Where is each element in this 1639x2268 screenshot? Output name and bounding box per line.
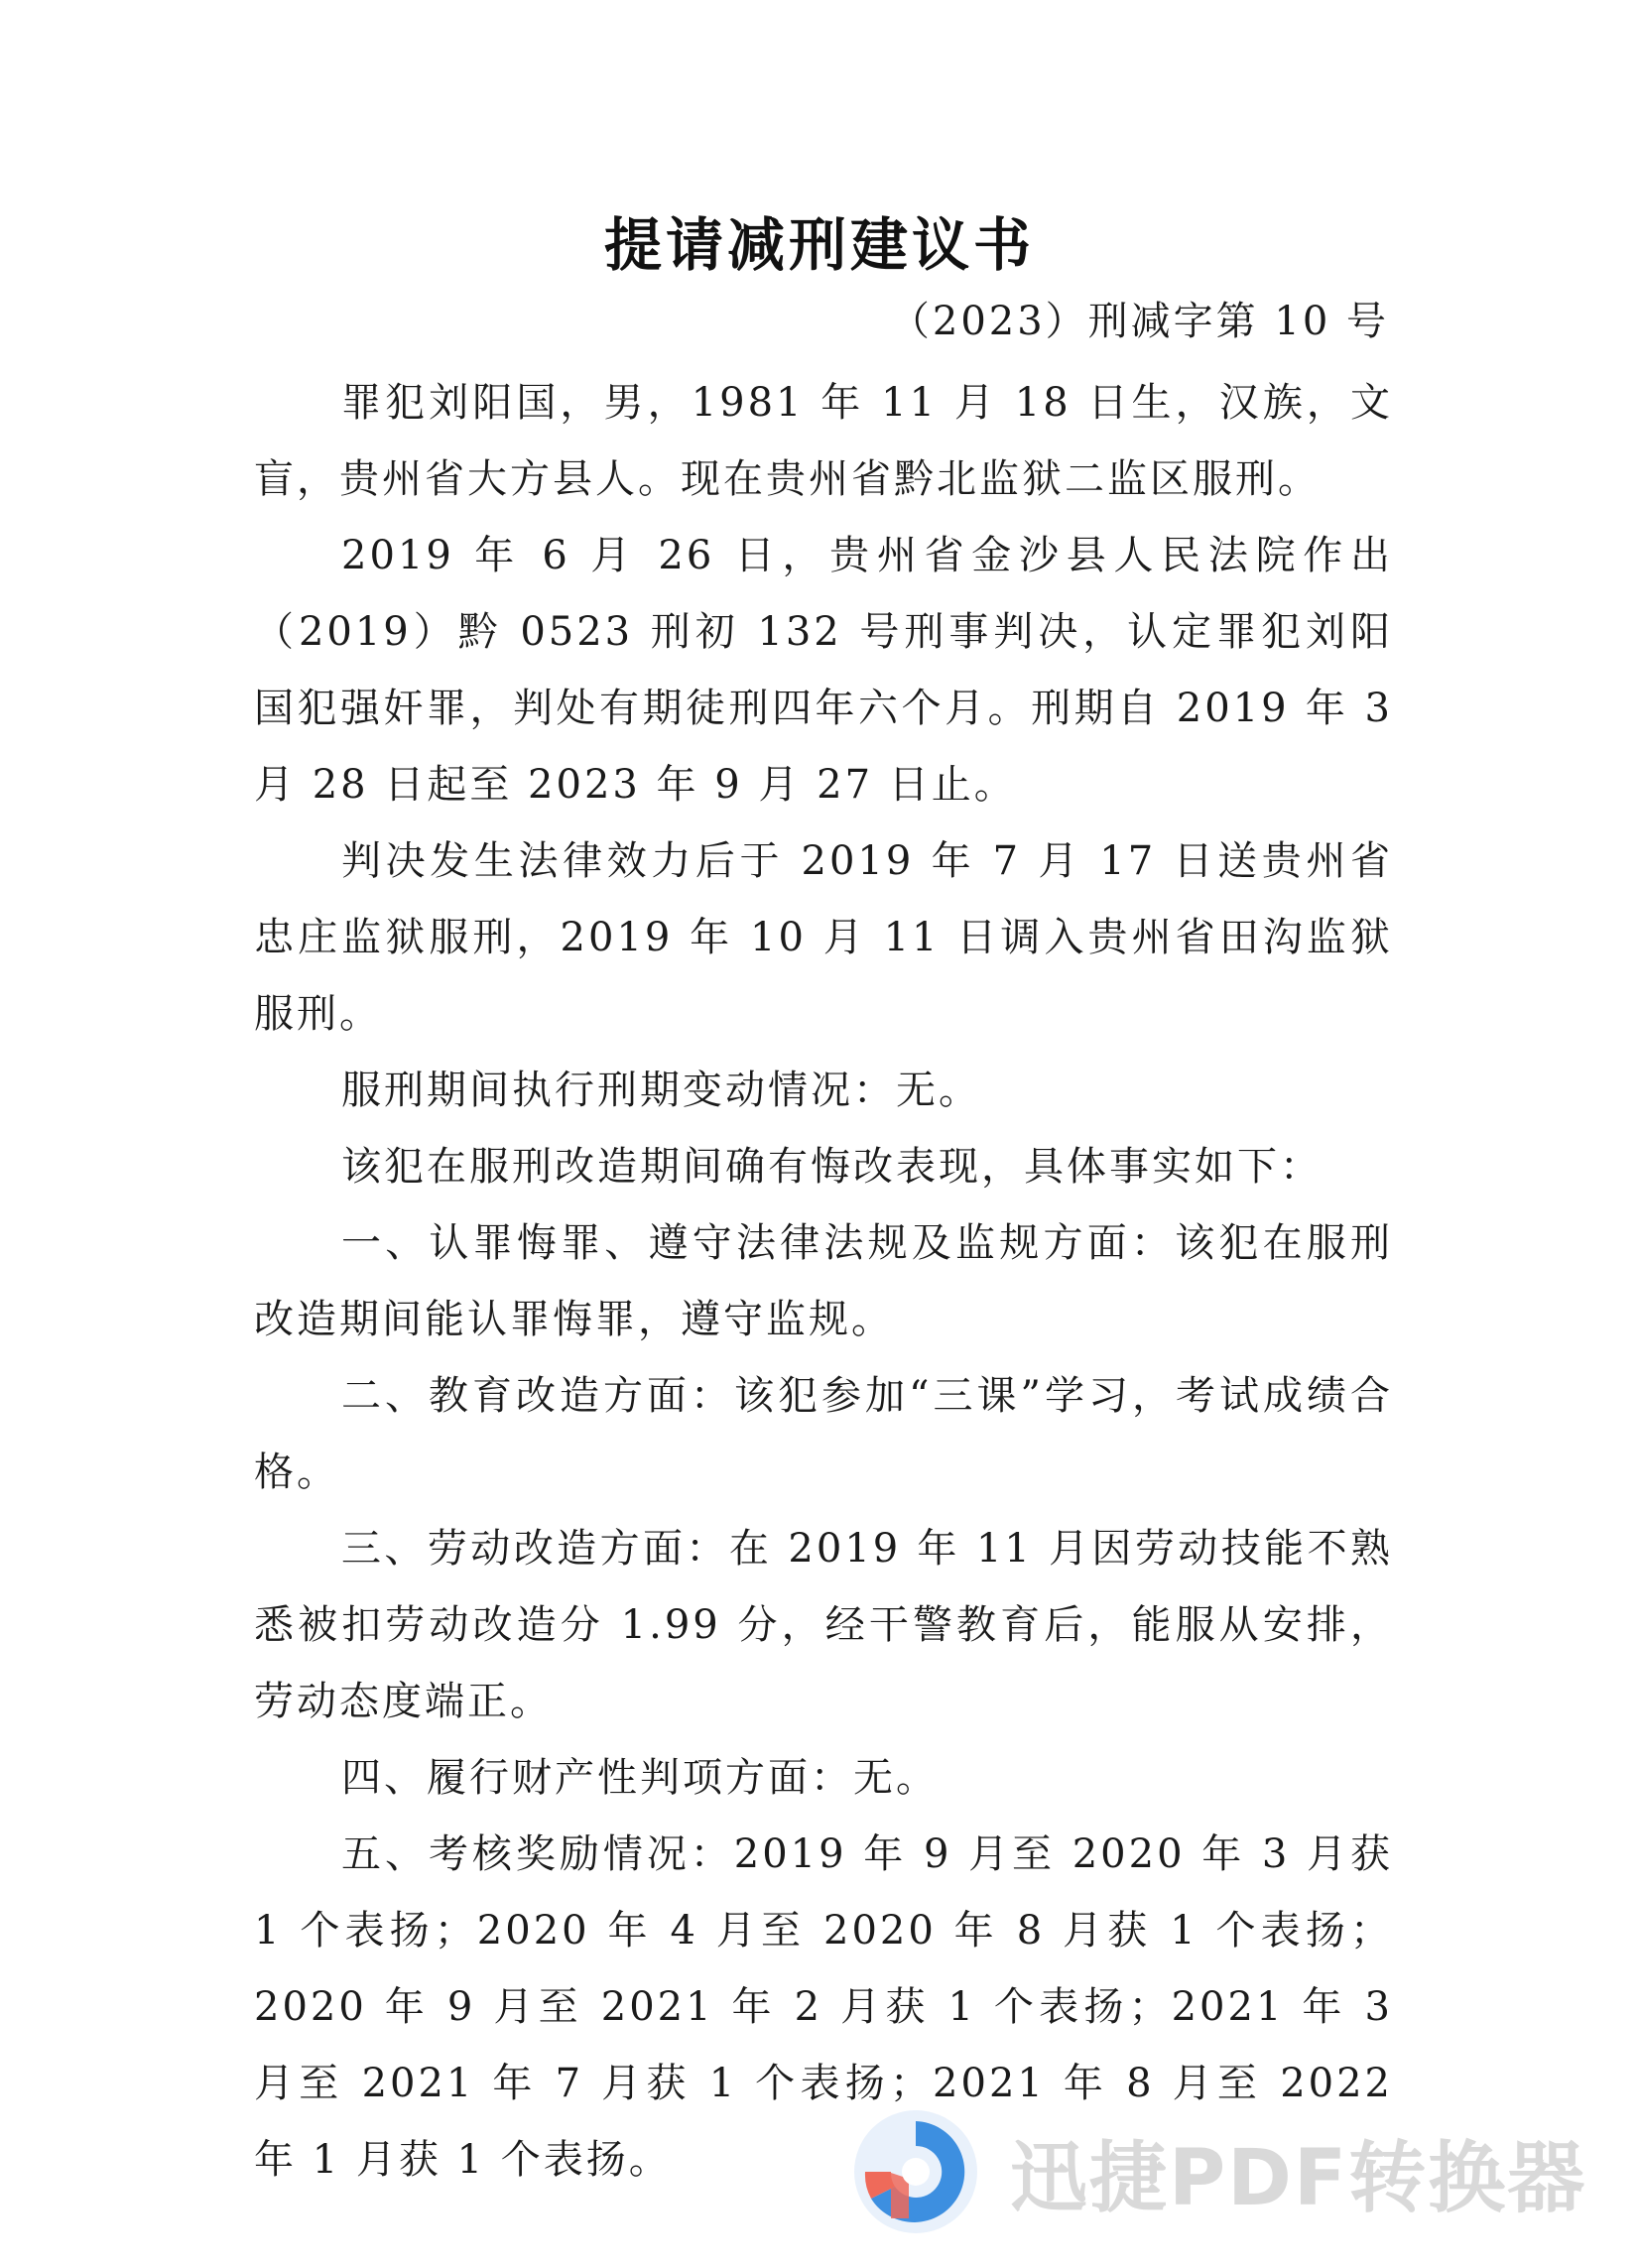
paragraph-prison-transfer: 判决发生法律效力后于 2019 年 7 月 17 日送贵州省忠庄监狱服刑，2019 年 10 月 11 日调入贵州省田沟监狱服刑。	[254, 838, 1393, 1037]
paragraph-section-four: 四、履行财产性判项方面：无。	[341, 1755, 939, 1801]
paragraph-criminal-info: 罪犯刘阳国，男，1981 年 11 月 18 日生，汉族，文盲，贵州省大方县人。现在贵州省黔北监狱二监区服刑。	[254, 380, 1393, 502]
document-number: （2023）刑减字第 10 号	[889, 299, 1389, 344]
paragraph-sentence-changes: 服刑期间执行刑期变动情况：无。	[341, 1068, 981, 1113]
paragraph-section-three: 三、劳动改造方面：在 2019 年 11 月因劳动技能不熟悉被扣劳动改造分 1.99 分，经干警教育后，能服从安排，劳动态度端正。	[254, 1526, 1393, 1724]
paragraph-judgment: 2019 年 6 月 26 日，贵州省金沙县人民法院作出（2019）黔 0523 刑初 132 号刑事判决，认定罪犯刘阳国犯强奸罪，判处有期徒刑四年六个月。刑期自 2019 年 3 月 28 日起至 2023 年 9 月 27 日止。	[254, 533, 1393, 808]
document-title: 提请减刑建议书	[603, 211, 1035, 279]
paragraph-section-one: 一、认罪悔罪、遵守法律法规及监规方面：该犯在服刑改造期间能认罪悔罪，遵守监规。	[254, 1220, 1393, 1342]
watermark-text: 迅捷PDF转换器	[1010, 2134, 1587, 2223]
watermark	[851, 2097, 1586, 2246]
document-body	[254, 365, 1393, 2199]
paragraph-section-five: 五、考核奖励情况：2019 年 9 月至 2020 年 3 月获 1 个表扬；2020 年 4 月至 2020 年 8 月获 1 个表扬；2020 年 9 月至 2021 年 2 月获 1 个表扬；2021 年 3 月至 2021 年 7 月获 1 个表扬；2021 年 8 月至 2022 年 1 月获 1 个表扬。	[254, 1831, 1393, 2183]
paragraph-repentance-intro: 该犯在服刑改造期间确有悔改表现，具体事实如下：	[341, 1144, 1323, 1190]
paragraph-section-two: 二、教育改造方面：该犯参加“三课”学习，考试成绩合格。	[254, 1373, 1393, 1495]
xunjie-logo-icon	[851, 2107, 980, 2236]
